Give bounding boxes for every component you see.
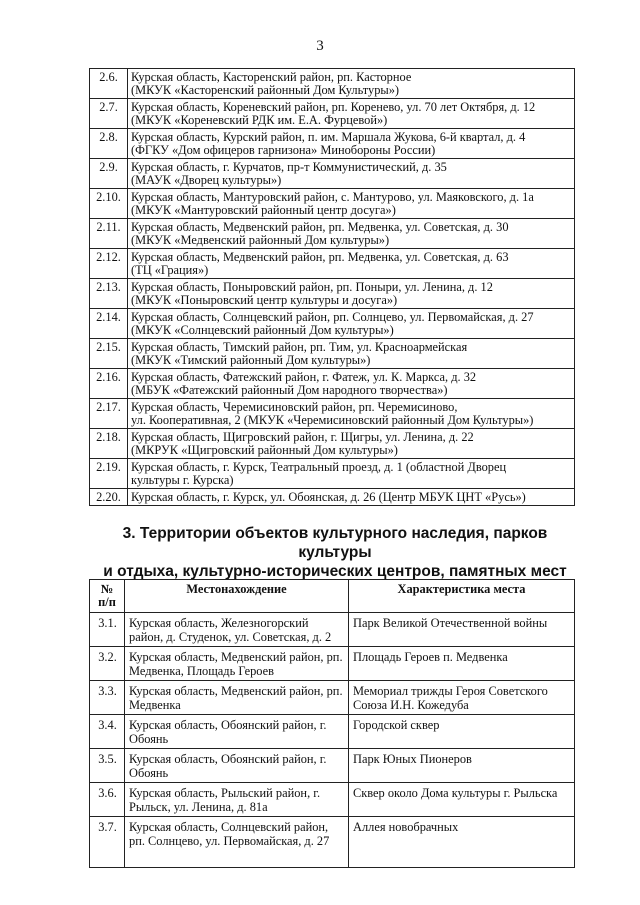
row-description: Городской сквер	[349, 715, 575, 749]
address-line-2: ул. Кооперативная, 2 (МКУК «Черемисиновский районный Дом Культуры»)	[131, 413, 534, 427]
section-3-heading	[95, 524, 575, 581]
address-line-2: (МКУК «Солнцевский районный Дом культуры»)	[131, 323, 394, 337]
address-line-1: Курская область, Мантуровский район, с. Мантурово, ул. Маяковского, д. 1а	[131, 190, 534, 204]
address-line-2: (ФГКУ «Дом офицеров гарнизона» Минобороны России)	[131, 143, 436, 157]
row-address	[128, 219, 575, 249]
table-row	[90, 647, 575, 681]
page-number: 3	[316, 38, 324, 54]
row-description: Парк Великой Отечественной войны	[349, 613, 575, 647]
row-number: 2.11.	[90, 219, 128, 249]
address-line-1: Курская область, Черемисиновский район, рп. Черемисиново,	[131, 400, 458, 414]
row-description: Сквер около Дома культуры г. Рыльска	[349, 783, 575, 817]
address-line-1: Курская область, Курский район, п. им. Маршала Жукова, 6-й квартал, д. 4	[131, 130, 526, 144]
row-address	[128, 399, 575, 429]
table-row	[90, 339, 575, 369]
header-description: Характеристика места	[349, 580, 575, 613]
row-location: Курская область, Обоянский район, г. Обоянь	[125, 749, 349, 783]
table-row	[90, 219, 575, 249]
row-number: 2.6.	[90, 69, 128, 99]
row-number: 3.4.	[90, 715, 125, 749]
row-address	[128, 249, 575, 279]
table-row	[90, 189, 575, 219]
row-description: Парк Юных Пионеров	[349, 749, 575, 783]
table-header-row	[90, 580, 575, 613]
table-row	[90, 309, 575, 339]
row-address	[128, 429, 575, 459]
row-number: 2.13.	[90, 279, 128, 309]
table-row	[90, 249, 575, 279]
row-number: 2.9.	[90, 159, 128, 189]
table-row	[90, 99, 575, 129]
table-row	[90, 399, 575, 429]
row-address	[128, 279, 575, 309]
header-num-line-2: п/п	[98, 595, 116, 609]
address-line-2: (МКУК «Медвенский районный Дом культуры»)	[131, 233, 390, 247]
table-row	[90, 429, 575, 459]
address-line-1: Курская область, г. Курск, ул. Обоянская, д. 26 (Центр МБУК ЦНТ «Русь»)	[131, 490, 526, 504]
table-row	[90, 129, 575, 159]
address-line-1: Курская область, Солнцевский район, рп. Солнцево, ул. Первомайская, д. 27	[131, 310, 534, 324]
row-location: Курская область, Медвенский район, рп. Медвенка	[125, 681, 349, 715]
table-row	[90, 749, 575, 783]
table-row	[90, 489, 575, 506]
row-description: Площадь Героев п. Медвенка	[349, 647, 575, 681]
table-row	[90, 369, 575, 399]
row-number: 2.8.	[90, 129, 128, 159]
row-number: 2.19.	[90, 459, 128, 489]
address-line-2: культуры г. Курска)	[131, 473, 234, 487]
address-line-2: (МБУК «Фатежский районный Дом народного творчества»)	[131, 383, 448, 397]
table-row	[90, 613, 575, 647]
table-row	[90, 159, 575, 189]
row-number: 2.18.	[90, 429, 128, 459]
row-address	[128, 189, 575, 219]
row-description: Аллея новобрачных	[349, 817, 575, 868]
row-location: Курская область, Рыльский район, г. Рыльск, ул. Ленина, д. 81а	[125, 783, 349, 817]
address-line-2: (ТЦ «Грация»)	[131, 263, 209, 277]
row-number: 3.3.	[90, 681, 125, 715]
row-address	[128, 159, 575, 189]
section-heading-line-2: и отдыха, культурно-исторических центров, памятных мест	[103, 563, 567, 580]
venues-table	[89, 68, 575, 506]
address-line-1: Курская область, г. Курчатов, пр-т Коммунистический, д. 35	[131, 160, 447, 174]
row-location: Курская область, Железногорский район, д. Студенок, ул. Советская, д. 2	[125, 613, 349, 647]
header-num	[90, 580, 125, 613]
row-address	[128, 369, 575, 399]
table-row	[90, 279, 575, 309]
section-heading-line-1: 3. Территории объектов культурного наследия, парков культуры	[122, 525, 548, 561]
row-address	[128, 129, 575, 159]
table-row	[90, 715, 575, 749]
table-row	[90, 783, 575, 817]
row-number: 2.20.	[90, 489, 128, 506]
row-number: 2.16.	[90, 369, 128, 399]
address-line-1: Курская область, Тимский район, рп. Тим, ул. Красноармейская	[131, 340, 468, 354]
header-num-line-1: №	[100, 582, 114, 596]
address-line-2: (МКУК «Тимский районный Дом культуры»)	[131, 353, 371, 367]
header-location: Местонахождение	[125, 580, 349, 613]
address-line-1: Курская область, Медвенский район, рп. Медвенка, ул. Советская, д. 30	[131, 220, 509, 234]
row-address	[128, 69, 575, 99]
row-number: 3.1.	[90, 613, 125, 647]
address-line-1: Курская область, г. Курск, Театральный проезд, д. 1 (областной Дворец	[131, 460, 507, 474]
row-number: 3.6.	[90, 783, 125, 817]
row-address	[128, 309, 575, 339]
table-row	[90, 69, 575, 99]
address-line-2: (МКУК «Касторенский районный Дом Культуры»)	[131, 83, 400, 97]
row-number: 3.5.	[90, 749, 125, 783]
row-address	[128, 489, 575, 506]
address-line-1: Курская область, Медвенский район, рп. Медвенка, ул. Советская, д. 63	[131, 250, 509, 264]
address-line-1: Курская область, Касторенский район, рп. Касторное	[131, 70, 412, 84]
address-line-2: (МКРУК «Щигровский районный Дом культуры»)	[131, 443, 398, 457]
row-address	[128, 339, 575, 369]
table-row	[90, 681, 575, 715]
table-row	[90, 459, 575, 489]
address-line-2: (МКУК «Поныровский центр культуры и досуга»)	[131, 293, 398, 307]
address-line-1: Курская область, Кореневский район, рп. Коренево, ул. 70 лет Октября, д. 12	[131, 100, 536, 114]
row-location: Курская область, Солнцевский район, рп. Солнцево, ул. Первомайская, д. 27	[125, 817, 349, 868]
address-line-2: (МКУК «Мантуровский районный центр досуга»)	[131, 203, 396, 217]
row-number: 2.15.	[90, 339, 128, 369]
row-address	[128, 459, 575, 489]
row-number: 2.14.	[90, 309, 128, 339]
row-location: Курская область, Обоянский район, г. Обоянь	[125, 715, 349, 749]
row-number: 3.7.	[90, 817, 125, 868]
address-line-1: Курская область, Фатежский район, г. Фатеж, ул. К. Маркса, д. 32	[131, 370, 477, 384]
row-number: 2.12.	[90, 249, 128, 279]
row-location: Курская область, Медвенский район, рп. Медвенка, Площадь Героев	[125, 647, 349, 681]
row-number: 3.2.	[90, 647, 125, 681]
table-row	[90, 817, 575, 868]
address-line-2: (МКУК «Кореневский РДК им. Е.А. Фурцевой»)	[131, 113, 388, 127]
address-line-1: Курская область, Щигровский район, г. Щигры, ул. Ленина, д. 22	[131, 430, 474, 444]
heritage-sites-table	[89, 579, 575, 868]
address-line-2: (МАУК «Дворец культуры»)	[131, 173, 282, 187]
row-number: 2.17.	[90, 399, 128, 429]
address-line-1: Курская область, Поныровский район, рп. Поныри, ул. Ленина, д. 12	[131, 280, 493, 294]
row-address	[128, 99, 575, 129]
row-number: 2.10.	[90, 189, 128, 219]
row-number: 2.7.	[90, 99, 128, 129]
row-description: Мемориал трижды Героя Советского Союза И.Н. Кожедуба	[349, 681, 575, 715]
